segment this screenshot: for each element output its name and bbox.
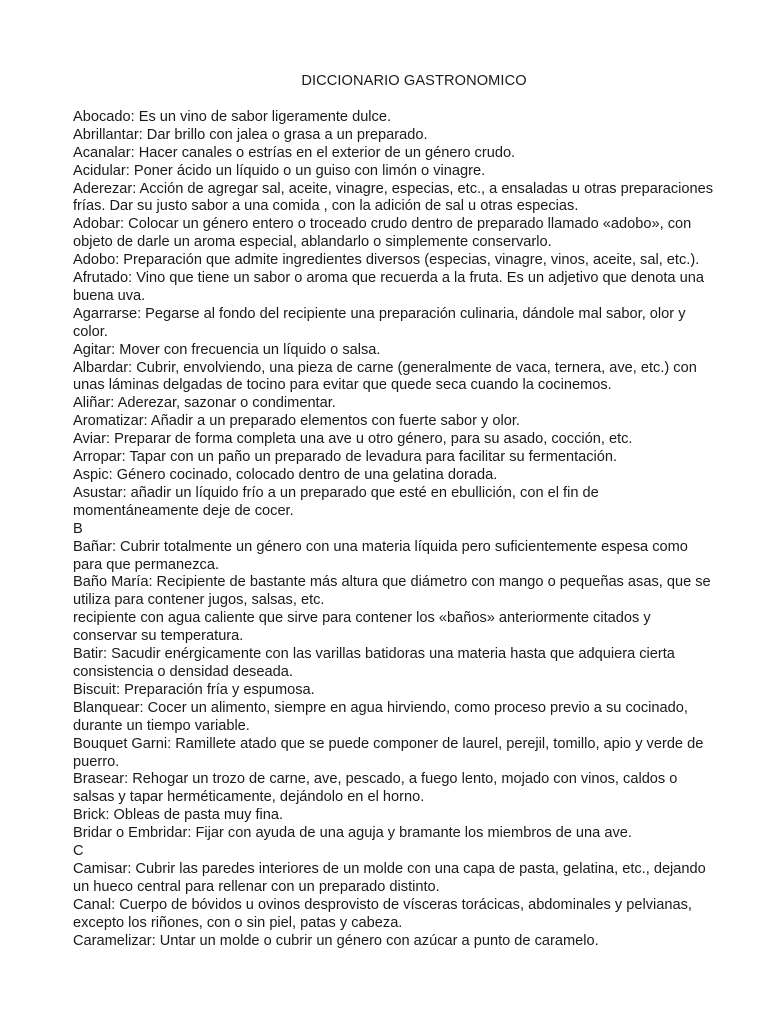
glossary-entry: Blanquear: Cocer un alimento, siempre en agua hirviendo, como proceso previo a su cocinado, durante un tiempo variable. xyxy=(73,699,688,734)
glossary-entry: Abrillantar: Dar brillo con jalea o grasa a un preparado. xyxy=(73,126,428,143)
glossary-entry: Biscuit: Preparación fría y espumosa. xyxy=(73,681,315,698)
glossary-entries xyxy=(73,109,718,951)
title-spacer xyxy=(73,91,718,109)
glossary-entry: Aviar: Preparar de forma completa una ave u otro género, para su asado, cocción, etc. xyxy=(73,431,633,448)
glossary-entry: Acanalar: Hacer canales o estrías en el exterior de un género crudo. xyxy=(73,144,516,161)
glossary-entry: Aromatizar: Añadir a un preparado elementos con fuerte sabor y olor. xyxy=(73,413,520,430)
glossary-entry: Aderezar: Acción de agregar sal, aceite, vinagre, especias, etc., a ensaladas u otras preparaciones frías. Dar su justo sabor a una comida , con la adición de sal u otras especias. xyxy=(73,180,714,215)
glossary-entry: Agarrarse: Pegarse al fondo del recipiente una preparación culinaria, dándole mal sabor, olor y color. xyxy=(73,305,686,340)
glossary-entry: Brick: Obleas de pasta muy fina. xyxy=(73,807,284,824)
section-letter-c: C xyxy=(73,843,84,860)
glossary-entry: Agitar: Mover con frecuencia un líquido o salsa. xyxy=(73,341,381,358)
glossary-entry: Abocado: Es un vino de sabor ligeramente dulce. xyxy=(73,108,392,125)
glossary-entry: Brasear: Rehogar un trozo de carne, ave, pescado, a fuego lento, mojado con vinos, caldos o salsas y tapar herméticamente, dejándolo en el horno. xyxy=(73,771,678,806)
document-title: DICCIONARIO GASTRONOMICO xyxy=(301,73,527,89)
glossary-entry: recipiente con agua caliente que sirve para contener los «baños» anteriormente citados y conservar su temperatura. xyxy=(73,610,651,645)
glossary-entry: Albardar: Cubrir, envolviendo, una pieza de carne (generalmente de vaca, ternera, ave, etc.) con unas láminas delgadas de tocino para evitar que quede seca cuando la cocinemos. xyxy=(73,359,697,394)
glossary-entry: Canal: Cuerpo de bóvidos u ovinos desprovisto de vísceras torácicas, abdominales y pelvianas, excepto los riñones, con o sin piel, patas y cabeza. xyxy=(73,896,692,931)
glossary-entry: Bridar o Embridar: Fijar con ayuda de una aguja y bramante los miembros de una ave. xyxy=(73,825,632,842)
section-letter-b: B xyxy=(73,520,83,537)
glossary-entry: Acidular: Poner ácido un líquido o un guiso con limón o vinagre. xyxy=(73,162,486,179)
glossary-entry: Baño María: Recipiente de bastante más altura que diámetro con mango o pequeñas asas, que se utiliza para contener jugos, salsas, etc. xyxy=(73,574,711,609)
glossary-entry: Afrutado: Vino que tiene un sabor o aroma que recuerda a la fruta. Es un adjetivo que denota una buena uva. xyxy=(73,270,704,304)
glossary-entry: Camisar: Cubrir las paredes interiores de un molde con una capa de pasta, gelatina, etc., dejando un hueco central para rellenar con un preparado distinto. xyxy=(73,860,706,895)
glossary-entry: Bouquet Garni: Ramillete atado que se puede componer de laurel, perejil, tomillo, apio y verde de puerro. xyxy=(73,735,704,770)
glossary-entry: Arropar: Tapar con un paño un preparado de levadura para facilitar su fermentación. xyxy=(73,449,618,466)
glossary-entry: Adobo: Preparación que admite ingredientes diversos (especias, vinagre, vinos, aceite, sal, etc.). xyxy=(73,252,700,269)
glossary-entry: Aliñar: Aderezar, sazonar o condimentar. xyxy=(73,395,336,412)
glossary-entry: Asustar: añadir un líquido frío a un preparado que esté en ebullición, con el fin de momentáneamente deje de cocer. xyxy=(73,484,599,519)
glossary-entry: Caramelizar: Untar un molde o cubrir un género con azúcar a punto de caramelo. xyxy=(73,932,599,949)
glossary-entry: Aspic: Género cocinado, colocado dentro de una gelatina dorada. xyxy=(73,467,498,484)
glossary-entry: Batir: Sacudir enérgicamente con las varillas batidoras una materia hasta que adquiera cierta consistencia o densidad deseada. xyxy=(73,646,675,680)
glossary-entry: Bañar: Cubrir totalmente un género con una materia líquida pero suficientemente espesa como para que permanezca. xyxy=(73,538,688,573)
glossary-entry: Adobar: Colocar un género entero o troceado crudo dentro de preparado llamado «adobo», con objeto de darle un aroma especial, ablandarlo o simplemente conservarlo. xyxy=(73,216,692,251)
